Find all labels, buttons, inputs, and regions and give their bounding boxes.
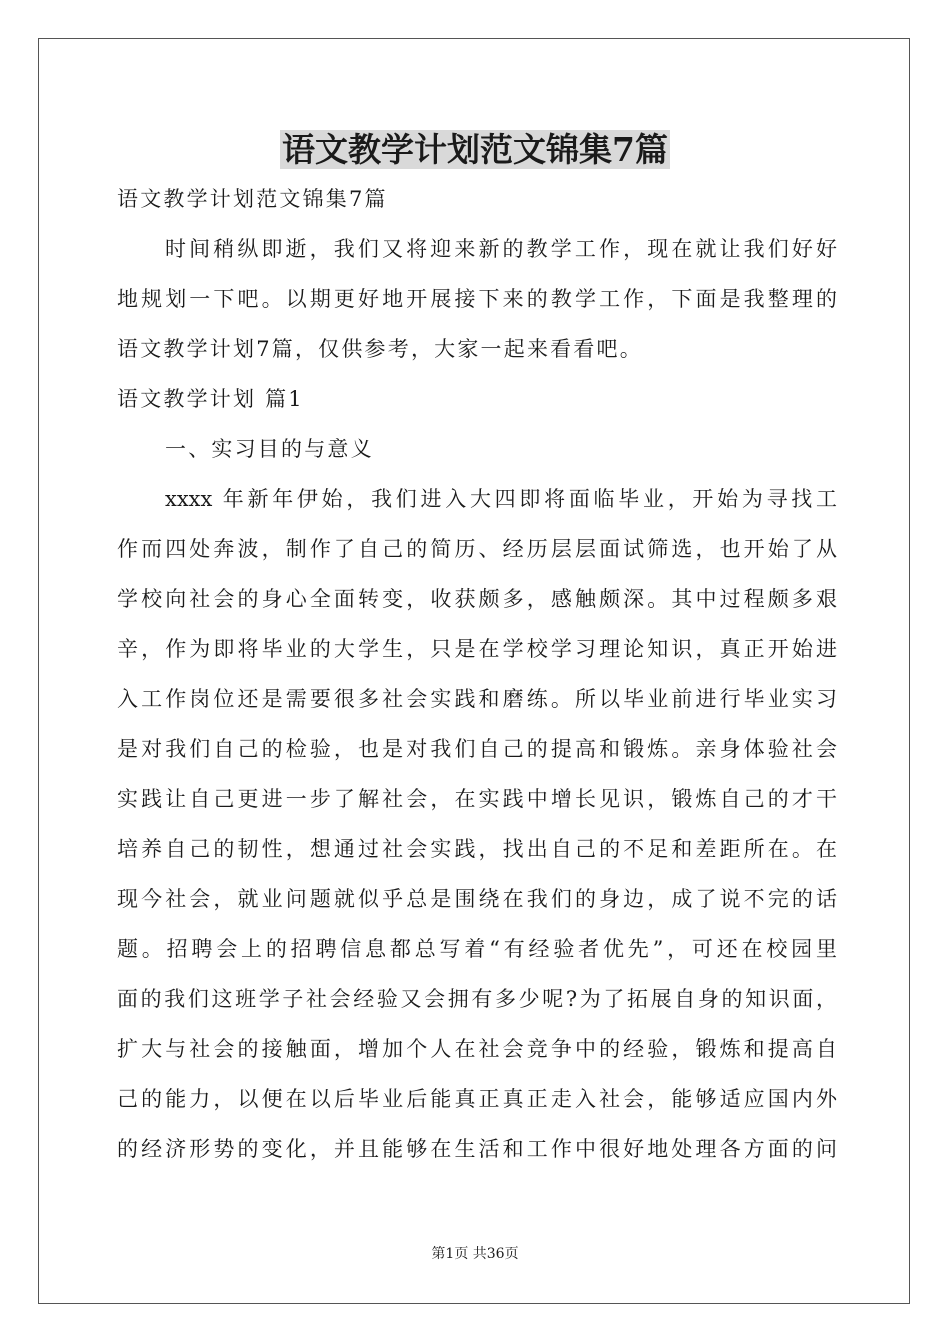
body-line: 的经济形势的变化，并且能够在生活和工作中很好地处理各方面的问 [117, 1137, 837, 1161]
page-footer: 第1页 共36页 [431, 1246, 519, 1262]
page-border [38, 38, 910, 1304]
intro-line: 时间稍纵即逝，我们又将迎来新的教学工作，现在就让我们好好 [165, 237, 837, 261]
body-line: 面的我们这班学子社会经验又会拥有多少呢?为了拓展自身的知识面， [117, 987, 837, 1011]
document-subtitle: 语文教学计划范文锦集7篇 [117, 187, 388, 211]
body-line: 作而四处奔波，制作了自己的简历、经历层层面试筛选，也开始了从 [117, 537, 837, 561]
intro-line: 语文教学计划7篇，仅供参考，大家一起来看看吧。 [117, 337, 643, 361]
intro-line: 地规划一下吧。以期更好地开展接下来的教学工作，下面是我整理的 [117, 287, 837, 311]
subheading: 一、实习目的与意义 [165, 437, 374, 461]
body-line: 现今社会，就业问题就似乎总是围绕在我们的身边，成了说不完的话 [117, 887, 837, 911]
document-title [0, 128, 950, 172]
section-heading: 语文教学计划 篇1 [117, 387, 304, 411]
body-line: 辛，作为即将毕业的大学生，只是在学校学习理论知识，真正开始进 [117, 637, 837, 661]
body-line: 入工作岗位还是需要很多社会实践和磨练。所以毕业前进行毕业实习 [117, 687, 837, 711]
body-line: 学校向社会的身心全面转变，收获颇多，感触颇深。其中过程颇多艰 [117, 587, 837, 611]
body-line: 扩大与社会的接触面，增加个人在社会竞争中的经验，锻炼和提高自 [117, 1037, 837, 1061]
body-line: 题。招聘会上的招聘信息都总写着“有经验者优先”，可还在校园里 [117, 937, 837, 961]
body-line: 实践让自己更进一步了解社会，在实践中增长见识，锻炼自己的才干 [117, 787, 837, 811]
body-line: 是对我们自己的检验，也是对我们自己的提高和锻炼。亲身体验社会 [117, 737, 837, 761]
body-line: xxxx 年新年伊始，我们进入大四即将面临毕业，开始为寻找工 [165, 487, 837, 511]
body-line: 培养自己的韧性，想通过社会实践，找出自己的不足和差距所在。在 [117, 837, 837, 861]
body-line: 己的能力，以便在以后毕业后能真正真正走入社会，能够适应国内外 [117, 1087, 837, 1111]
document-title-text: 语文教学计划范文锦集7篇 [282, 130, 668, 169]
